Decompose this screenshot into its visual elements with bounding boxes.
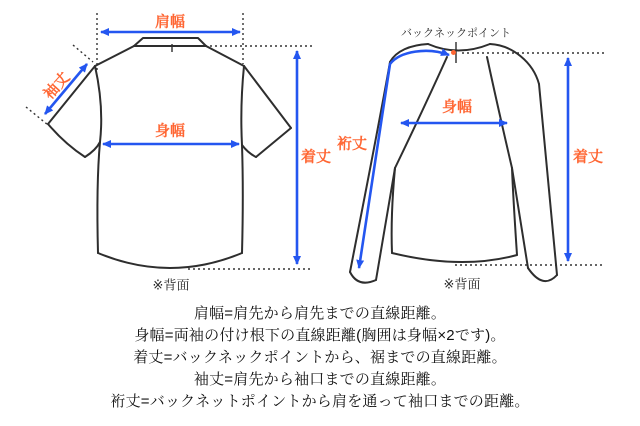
label-length-left: 着丈	[300, 148, 332, 166]
label-body-width-left: 身幅	[154, 122, 186, 140]
label-back-neck-point: バックネックポイント	[401, 27, 511, 40]
dotted-guide-lines	[26, 13, 607, 269]
definition-sleeve-length: 袖丈=肩先から袖口までの直線距離。	[193, 371, 447, 388]
label-sleeve-length: 袖丈	[40, 69, 74, 103]
label-body-width-right: 身幅	[441, 98, 473, 116]
longsleeve-back-outline	[350, 42, 557, 283]
label-yuki-length: 裄丈	[336, 135, 368, 153]
definition-shoulder-width: 肩幅=肩先から肩先までの直線距離。	[193, 305, 447, 322]
label-shoulder-width: 肩幅	[154, 13, 186, 31]
definition-garment-length: 着丈=バックネックポイントから、裾までの直線距離。	[133, 349, 507, 366]
measurement-definitions	[0, 303, 640, 413]
back-neck-point-dot	[451, 50, 456, 55]
back-view-note-right: ※背面	[443, 276, 481, 292]
definition-body-width: 身幅=両袖の付け根下の直線距離(胸囲は身幅×2です)。	[134, 327, 506, 344]
definition-yuki-length: 裄丈=バックネットポイントから肩を通って袖口までの距離。	[110, 393, 530, 410]
tshirt-back-outline	[48, 38, 291, 268]
back-view-note-left: ※背面	[152, 277, 190, 293]
label-length-right: 着丈	[572, 148, 604, 166]
